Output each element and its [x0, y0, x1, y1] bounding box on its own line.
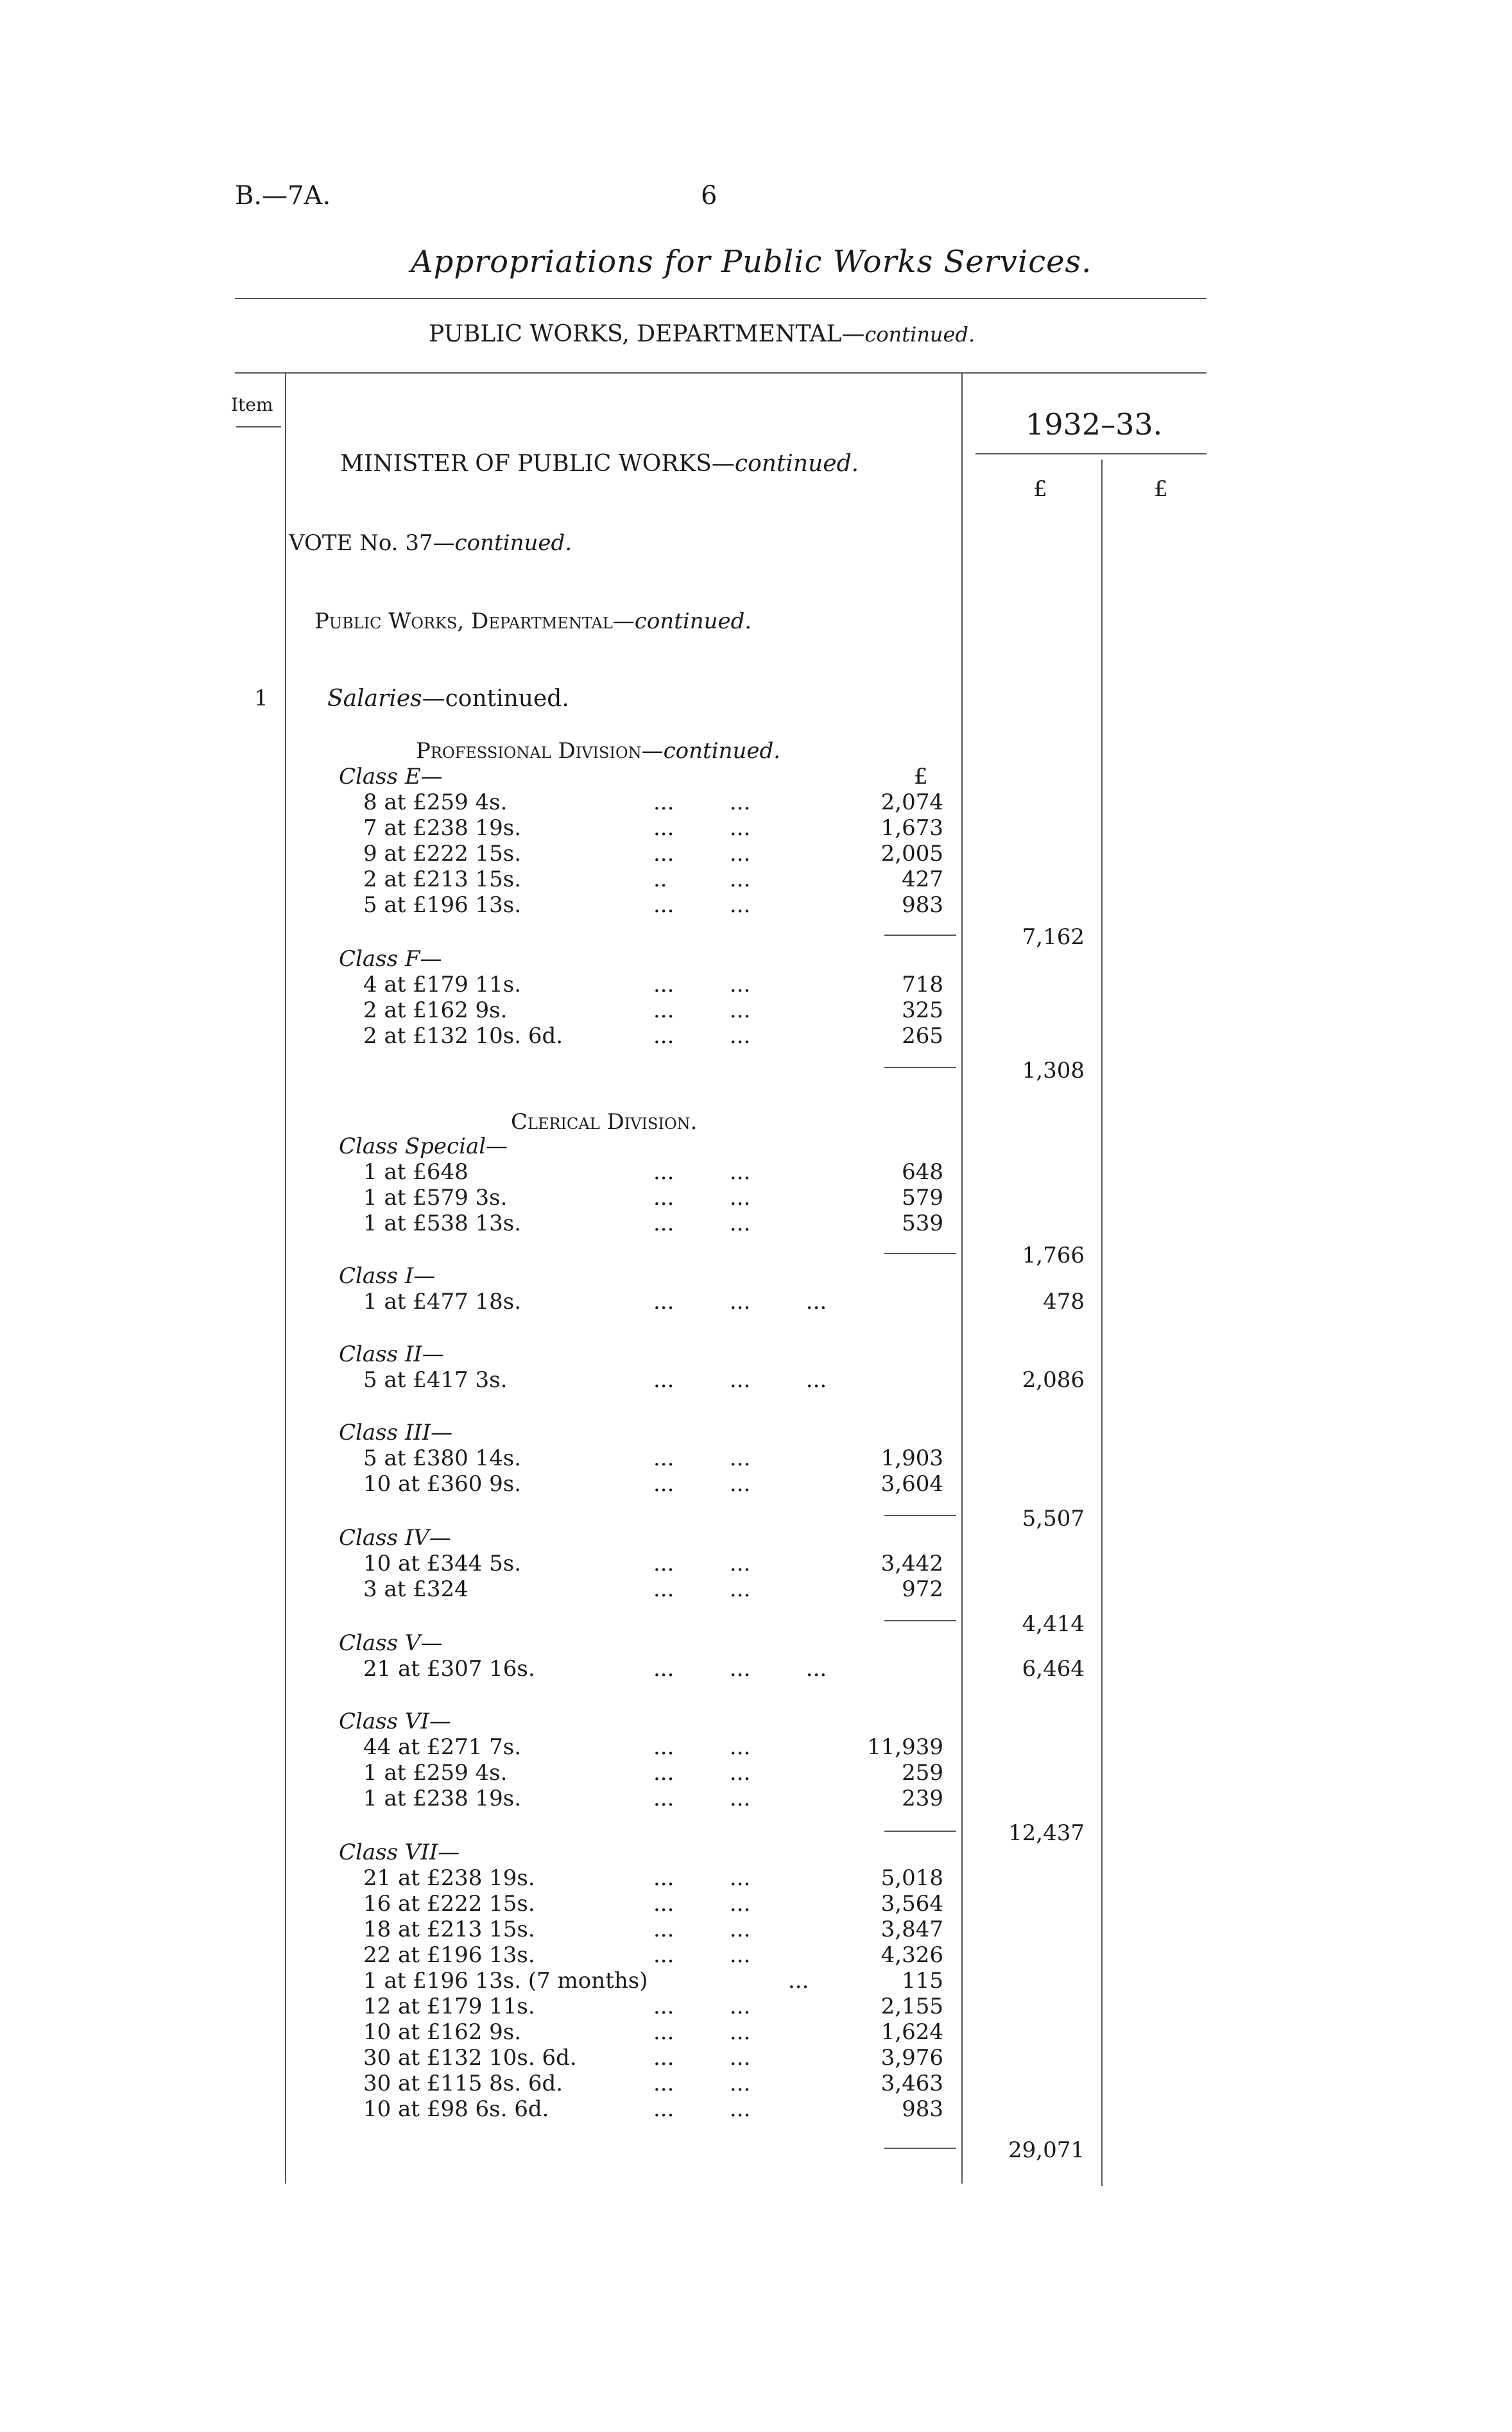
leader-dots: ... ...: [653, 1786, 751, 1811]
leader-dots: ... ... ...: [653, 1289, 827, 1315]
class-total: 6,464: [1022, 1656, 1085, 1682]
leader-dots: ... ...: [653, 1865, 751, 1891]
class-total: 1,766: [1022, 1243, 1085, 1268]
class-row-amount: 972: [902, 1576, 943, 1602]
class-row-description: 18 at £213 15s.: [363, 1917, 535, 1942]
class-row-description: 1 at £259 4s.: [363, 1760, 508, 1786]
class-row-description: 5 at £196 13s.: [363, 892, 522, 918]
leader-dots: ... ...: [653, 1917, 751, 1942]
item-column-header: Item: [231, 394, 273, 415]
document-reference: B.—7A.: [235, 181, 331, 211]
vote-heading-continued: continued.: [454, 530, 572, 556]
class-row-amount: 3,442: [881, 1551, 943, 1576]
leader-dots: ... ...: [653, 841, 751, 867]
class-row-description: 10 at £162 9s.: [363, 2019, 522, 2045]
class-row-description: 10 at £98 6s. 6d.: [363, 2096, 549, 2122]
class-row-amount: 3,463: [881, 2071, 943, 2096]
page-number: 6: [701, 181, 717, 211]
class-row-amount: 259: [902, 1760, 943, 1786]
leader-dots: .. ...: [653, 867, 751, 892]
class-row-description: 1 at £648: [363, 1159, 468, 1185]
class-total: 7,162: [1022, 924, 1085, 950]
class-heading: Class I—: [339, 1263, 436, 1289]
leader-dots: ... ...: [653, 1211, 751, 1236]
class-heading: Class VII—: [339, 1840, 460, 1865]
class-row-amount: 325: [902, 997, 943, 1023]
leader-dots: ... ...: [653, 1576, 751, 1602]
leader-dots: ... ...: [653, 2096, 751, 2122]
leader-dots: ... ...: [653, 1760, 751, 1786]
class-row-description: 2 at £213 15s.: [363, 867, 522, 892]
class-row-description: 3 at £324: [363, 1576, 468, 1602]
professional-division-heading: [416, 738, 780, 764]
leader-dots: ... ...: [653, 1942, 751, 1968]
class-row-amount: 5,018: [881, 1865, 943, 1891]
class-heading: Class V—: [339, 1630, 443, 1656]
class-heading: Class Special—: [339, 1134, 508, 1159]
subhead-heading: [314, 608, 752, 634]
class-row-amount: 2,155: [881, 1994, 943, 2019]
leader-dots: ... ... ...: [653, 1367, 827, 1393]
leader-dots: ... ...: [653, 892, 751, 918]
year-header: 1932–33.: [1026, 407, 1163, 442]
class-row-amount: 648: [902, 1159, 943, 1185]
class-row-amount: 115: [902, 1968, 943, 1994]
leader-dots: ... ...: [653, 2019, 751, 2045]
class-row-description: 21 at £307 16s.: [363, 1656, 535, 1682]
class-row-description: 5 at £417 3s.: [363, 1367, 508, 1393]
class-row-description: 30 at £115 8s. 6d.: [363, 2071, 563, 2096]
item-column-divider: [285, 374, 286, 2184]
class-row-description: 1 at £538 13s.: [363, 1211, 522, 1236]
class-row-description: 9 at £222 15s.: [363, 841, 522, 867]
salaries-continued: —continued.: [422, 686, 569, 712]
year-currency-header-2: £: [1154, 476, 1168, 502]
subtotal-rule: [884, 1831, 956, 1832]
class-row-description: 7 at £238 19s.: [363, 815, 522, 841]
minister-heading: [340, 451, 859, 477]
leader-dots: ... ... ...: [653, 1656, 827, 1682]
class-total: 5,507: [1022, 1506, 1085, 1531]
leader-dots: ...: [788, 1968, 809, 1994]
class-row-description: 1 at £238 19s.: [363, 1786, 522, 1811]
class-heading: Class E—: [339, 764, 443, 789]
leader-dots: ... ...: [653, 2045, 751, 2071]
class-row-description: 5 at £380 14s.: [363, 1445, 522, 1471]
class-row-amount: 3,847: [881, 1917, 943, 1942]
subhead-heading-continued: continued.: [634, 608, 752, 634]
class-row-amount: 2,074: [881, 789, 943, 815]
year-header-underline: [975, 453, 1207, 454]
leader-dots: ... ...: [653, 1551, 751, 1576]
leader-dots: ... ...: [653, 1159, 751, 1185]
class-row-amount: 4,326: [881, 1942, 943, 1968]
item-header-underline: [236, 426, 281, 427]
class-row-description: 2 at £132 10s. 6d.: [363, 1023, 563, 1049]
leader-dots: ... ...: [653, 789, 751, 815]
class-row-description: 16 at £222 15s.: [363, 1891, 535, 1917]
class-heading: Class VI—: [339, 1709, 451, 1734]
class-row-amount: 427: [902, 867, 943, 892]
class-row-amount: 2,005: [881, 841, 943, 867]
salaries-label: Salaries: [327, 686, 422, 712]
detail-column-divider: [961, 374, 963, 2184]
class-row-amount: 1,903: [881, 1445, 943, 1471]
class-row-description: 21 at £238 19s.: [363, 1865, 535, 1891]
class-total: 1,308: [1022, 1058, 1085, 1083]
year-subcolumn-divider: [1101, 460, 1103, 2186]
subtitle-main: PUBLIC WORKS, DEPARTMENTAL—: [429, 321, 865, 347]
class-total: 478: [1043, 1289, 1085, 1315]
class-row-amount: 3,976: [881, 2045, 943, 2071]
item-number: 1: [254, 686, 268, 711]
leader-dots: ... ...: [653, 997, 751, 1023]
salaries-heading: [327, 686, 569, 712]
subtitle-continued: continued.: [864, 322, 975, 347]
year-currency-header-1: £: [1033, 476, 1047, 502]
leader-dots: ... ...: [653, 972, 751, 997]
leader-dots: ... ...: [653, 1445, 751, 1471]
class-row-amount: 3,564: [881, 1891, 943, 1917]
class-total: 2,086: [1022, 1367, 1085, 1393]
leader-dots: ... ...: [653, 1471, 751, 1497]
class-row-description: 1 at £196 13s. (7 months): [363, 1968, 648, 1994]
leader-dots: ... ...: [653, 1734, 751, 1760]
class-heading: Class II—: [339, 1341, 444, 1367]
clerical-division-heading: Clerical Division.: [511, 1109, 698, 1135]
subtotal-rule: [884, 2148, 956, 2149]
class-row-description: 1 at £477 18s.: [363, 1289, 522, 1315]
class-row-amount: 983: [902, 892, 943, 918]
class-row-amount: 239: [902, 1786, 943, 1811]
leader-dots: ... ...: [653, 1185, 751, 1211]
class-heading: Class III—: [339, 1420, 453, 1445]
leader-dots: ... ...: [653, 1994, 751, 2019]
leader-dots: ... ...: [653, 2071, 751, 2096]
class-row-amount: 1,673: [881, 815, 943, 841]
vote-heading-main: VOTE No. 37—: [289, 530, 455, 556]
class-row-description: 2 at £162 9s.: [363, 997, 508, 1023]
class-row-amount: 11,939: [867, 1734, 943, 1760]
class-row-description: 1 at £579 3s.: [363, 1185, 508, 1211]
class-total: 4,414: [1022, 1611, 1085, 1637]
subtotal-rule: [884, 1515, 956, 1516]
class-row-amount: 983: [902, 2096, 943, 2122]
class-row-amount: 718: [902, 972, 943, 997]
class-total: 29,071: [1008, 2137, 1085, 2163]
class-row-amount: 579: [902, 1185, 943, 1211]
class-heading: Class IV—: [339, 1525, 451, 1551]
subtotal-rule: [884, 1067, 956, 1068]
minister-heading-main: MINISTER OF PUBLIC WORKS—: [340, 451, 735, 477]
professional-division-continued: continued.: [663, 738, 781, 764]
class-row-amount: 265: [902, 1023, 943, 1049]
vote-heading: [289, 530, 572, 556]
title-rule: [235, 298, 1207, 299]
page-subtitle: [429, 321, 975, 347]
subtotal-rule: [884, 1253, 956, 1254]
professional-division-label: Professional Division—: [416, 738, 664, 764]
class-row-description: 44 at £271 7s.: [363, 1734, 522, 1760]
leader-dots: ... ...: [653, 815, 751, 841]
page-title: Appropriations for Public Works Services.: [411, 244, 1092, 280]
class-row-description: 8 at £259 4s.: [363, 789, 508, 815]
amount-column-pound: £: [914, 764, 928, 789]
class-row-description: 12 at £179 11s.: [363, 1994, 535, 2019]
subtotal-rule: [884, 935, 956, 936]
class-row-amount: 3,604: [881, 1471, 943, 1497]
class-row-amount: 1,624: [881, 2019, 943, 2045]
class-row-amount: 539: [902, 1211, 943, 1236]
subhead-heading-main: Public Works, Departmental—: [314, 608, 635, 634]
table-top-rule: [235, 372, 1207, 374]
class-row-description: 30 at £132 10s. 6d.: [363, 2045, 577, 2071]
class-row-description: 10 at £344 5s.: [363, 1551, 522, 1576]
class-row-description: 4 at £179 11s.: [363, 972, 522, 997]
class-heading: Class F—: [339, 946, 442, 972]
class-row-description: 22 at £196 13s.: [363, 1942, 535, 1968]
leader-dots: ... ...: [653, 1891, 751, 1917]
class-row-description: 10 at £360 9s.: [363, 1471, 522, 1497]
leader-dots: ... ...: [653, 1023, 751, 1049]
minister-heading-continued: continued.: [734, 451, 859, 477]
class-total: 12,437: [1008, 1820, 1085, 1846]
subtotal-rule: [884, 1620, 956, 1621]
